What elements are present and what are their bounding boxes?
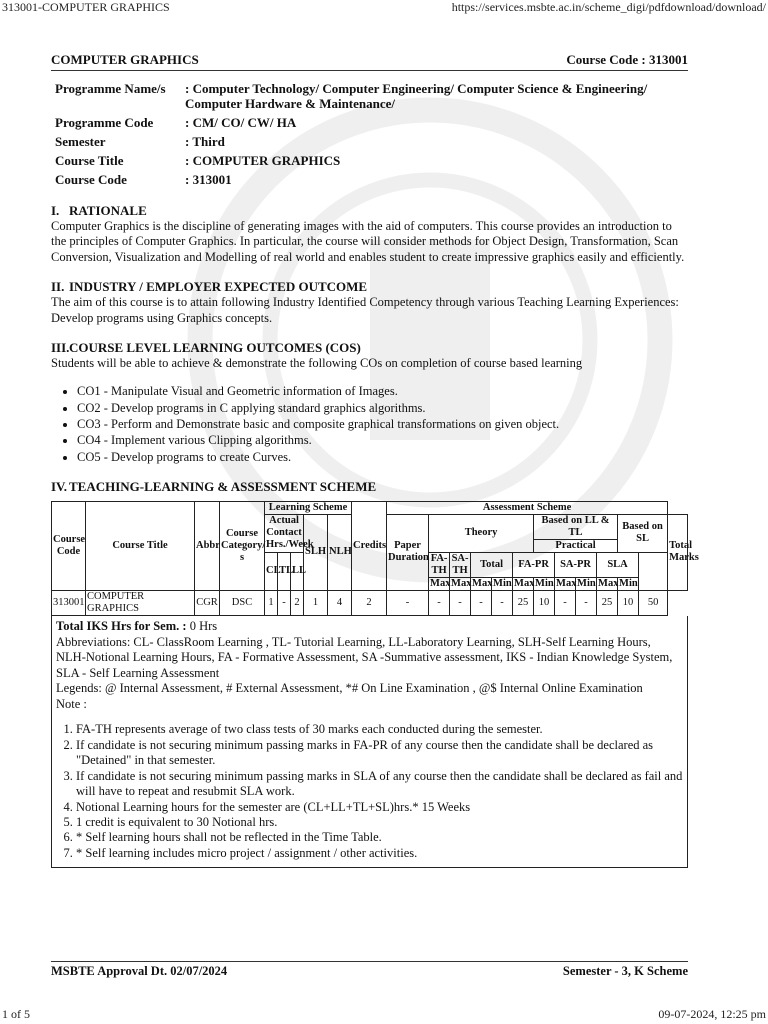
cell-abbr: CGR: [195, 590, 220, 615]
document-title: COMPUTER GRAPHICS: [51, 52, 199, 67]
cell-sla-max: 25: [597, 590, 618, 615]
print-datetime: 09-07-2024, 12:25 pm: [658, 1007, 766, 1021]
meta-row: [51, 113, 669, 132]
document-header: [51, 52, 688, 71]
rationale-text: Computer Graphics is the discipline of generating images with the aid of computers. This course provides an introduction to the principles of Computer Graphics. In particular, the course will consider methods for Object Design, Transformation, Scan Conversion, Visualization and Modelling of real world and enables student to create impressive graphics easily and efficiently.: [51, 219, 685, 264]
page-url[interactable]: https://services.msbte.ac.in/scheme_digi/pdfdownload/download/: [451, 0, 766, 14]
th-based-sl: Based on SL: [618, 514, 668, 552]
cell-title: COMPUTER GRAPHICS: [86, 590, 195, 615]
th-min: Min: [619, 577, 638, 589]
th-assessment-scheme: Assessment Scheme: [387, 501, 668, 514]
th-sa-th: SA-TH: [450, 552, 471, 577]
cell-fa-pr-min: 10: [534, 590, 555, 615]
meta-key: Semester: [55, 134, 106, 149]
meta-row: [51, 151, 669, 170]
list-item: 1. FA-TH represents average of two class tests of 30 marks each conducted during the semester.: [76, 722, 683, 737]
th-max: Max: [472, 577, 493, 589]
meta-key: Programme Name/s: [55, 81, 166, 96]
meta-row: [51, 170, 669, 189]
th-credits: Credits: [352, 501, 387, 590]
cell-total-marks: 50: [639, 590, 668, 615]
cos-list: [51, 383, 688, 464]
th-max: Max: [430, 577, 451, 589]
legends-text: Legends: @ Internal Assessment, # External Assessment, *# On Line Examination , @$ Internal Online Examination: [56, 681, 643, 696]
cell-ll: 2: [291, 590, 304, 615]
meta-row: [51, 79, 669, 113]
cos-intro: Students will be able to achieve & demonstrate the following COs on completion of course based learning: [51, 356, 583, 371]
th-cl: CL: [265, 552, 278, 590]
meta-key: Course Title: [55, 153, 124, 168]
list-item: • CO1 - Manipulate Visual and Geometric information of Images.: [77, 383, 688, 399]
list-item: 3. If candidate is not securing minimum passing marks in SLA of any course then the candidate shall be declared as fail and will have to repeat and resubmit SLA work.: [76, 769, 683, 800]
meta-value: : Computer Technology/ Computer Engineering/ Computer Science & Engineering/ Computer Hardware & Maintenance/: [185, 81, 648, 111]
th-fa-th: FA-TH: [429, 552, 450, 577]
section-heading: I. RATIONALE: [51, 203, 147, 218]
cell-sa-pr-max: -: [555, 590, 576, 615]
list-item: 2. If candidate is not securing minimum passing marks in FA-PR of any course then the candidate shall be declared as "Detained" in that semester.: [76, 738, 683, 769]
meta-value: : CM/ CO/ CW/ HA: [185, 115, 297, 130]
cell-nlh: 4: [328, 590, 352, 615]
th-max: Max: [514, 577, 535, 589]
page-counter: 1 of 5: [2, 1007, 30, 1021]
th-fa-pr: FA-PR: [513, 552, 555, 577]
section-heading: IV. TEACHING-LEARNING & ASSESSMENT SCHEME: [51, 478, 377, 494]
th-abbr: Abbr: [195, 501, 220, 590]
meta-key: Course Code: [55, 172, 127, 187]
cell-cl: 1: [265, 590, 278, 615]
document-page: [51, 52, 699, 868]
cell-tl: -: [278, 590, 291, 615]
section-heading: II. INDUSTRY / EMPLOYER EXPECTED OUTCOME: [51, 279, 368, 295]
cell-code: 313001: [52, 590, 86, 615]
th-actual-contact: Actual Contact Hrs./Week: [266, 515, 314, 551]
th-ll: LL: [291, 552, 304, 590]
th-min: Min: [577, 577, 596, 589]
meta-value: : COMPUTER GRAPHICS: [185, 153, 341, 168]
th-paper-duration: Paper Duration: [387, 514, 429, 590]
th-theory: Theory: [429, 514, 534, 552]
list-item: • CO2 - Develop programs in C applying standard graphics algorithms.: [77, 400, 688, 416]
cell-fa-th-max: -: [429, 590, 450, 615]
table-row: [52, 590, 688, 615]
document-footer: [51, 961, 688, 979]
cell-total-min: -: [492, 590, 513, 615]
notes-box: [51, 616, 688, 868]
th-total: Total: [471, 552, 513, 577]
course-code-header: Course Code : 313001: [566, 52, 688, 67]
course-meta-table: [51, 79, 669, 189]
th-learning-scheme: Learning Scheme: [265, 501, 352, 514]
section-course-outcomes: [51, 340, 688, 465]
cell-category: DSC: [220, 590, 265, 615]
scheme-table: [51, 501, 699, 616]
note-label: Note :: [56, 696, 87, 711]
th-based-ll-tl: Based on LL & TL: [534, 514, 618, 539]
cell-fa-pr-max: 25: [513, 590, 534, 615]
list-item: • CO5 - Develop programs to create Curves.: [77, 449, 688, 465]
outcome-competency: Develop programs using Graphics concepts.: [51, 310, 273, 325]
notes-list: [56, 722, 683, 861]
th-tl: TL: [278, 552, 291, 590]
meta-value: : Third: [185, 134, 225, 149]
cell-sa-th-max: -: [450, 590, 471, 615]
th-max: Max: [598, 577, 619, 589]
section-scheme: [51, 478, 699, 868]
cell-total-max: -: [471, 590, 492, 615]
meta-value: : 313001: [185, 172, 232, 187]
list-item: 7. * Self learning includes micro project / assignment / other activities.: [76, 846, 683, 861]
browser-print-header: [0, 0, 768, 14]
cell-sla-min: 10: [618, 590, 639, 615]
tab-title: 313001-COMPUTER GRAPHICS: [2, 0, 170, 14]
section-heading: III.COURSE LEVEL LEARNING OUTCOMES (COS): [51, 340, 361, 356]
th-practical: Practical: [534, 539, 618, 552]
th-min: Min: [493, 577, 512, 589]
semester-scheme: Semester - 3, K Scheme: [562, 964, 688, 978]
th-min: Min: [535, 577, 554, 589]
approval-date: MSBTE Approval Dt. 02/07/2024: [51, 964, 228, 978]
th-course-title: Course Title: [86, 501, 195, 590]
th-sa-pr: SA-PR: [555, 552, 597, 577]
section-rationale: [51, 203, 688, 265]
th-max: Max: [556, 577, 577, 589]
outcome-text: The aim of this course is to attain following Industry Identified Competency through various Teaching Learning Experiences:: [51, 295, 679, 310]
meta-row: [51, 132, 669, 151]
section-expected-outcome: [51, 279, 688, 326]
th-total-marks: Total Marks: [668, 514, 688, 590]
list-item: 4. Notional Learning hours for the semester are (CL+LL+TL+SL)hrs.* 15 Weeks: [76, 800, 683, 815]
cell-credits: 2: [352, 590, 387, 615]
cell-paper-duration: -: [387, 590, 429, 615]
list-item: 5. 1 credit is equivalent to 30 Notional hrs.: [76, 815, 683, 830]
list-item: • CO4 - Implement various Clipping algorithms.: [77, 432, 688, 448]
list-item: 6. * Self learning hours shall not be reflected in the Time Table.: [76, 830, 683, 845]
list-item: • CO3 - Perform and Demonstrate basic and composite graphical transformations on given object.: [77, 416, 688, 432]
th-course-code: Course Code: [52, 501, 86, 590]
th-max: Max: [451, 577, 472, 589]
browser-print-footer: [0, 1008, 768, 1024]
cell-slh: 1: [304, 590, 328, 615]
th-category: Course Category/ s: [220, 501, 265, 590]
th-slh: SLH: [304, 514, 328, 590]
iks-hours: Total IKS Hrs for Sem. : 0 Hrs: [56, 618, 218, 633]
th-nlh: NLH: [328, 514, 352, 590]
abbreviations-text: Abbreviations: CL- ClassRoom Learning , TL- Tutorial Learning, LL-Laboratory Learning, SLH-Self Learning Hours, NLH-Notional Learning Hours, FA - Formative Assessment, SA -Summative assessment, IKS - Indian Knowledge System, SLA - Self Learning Assessment: [56, 634, 673, 680]
cell-sa-pr-min: -: [576, 590, 597, 615]
th-sla: SLA: [597, 552, 639, 577]
meta-key: Programme Code: [55, 115, 154, 130]
